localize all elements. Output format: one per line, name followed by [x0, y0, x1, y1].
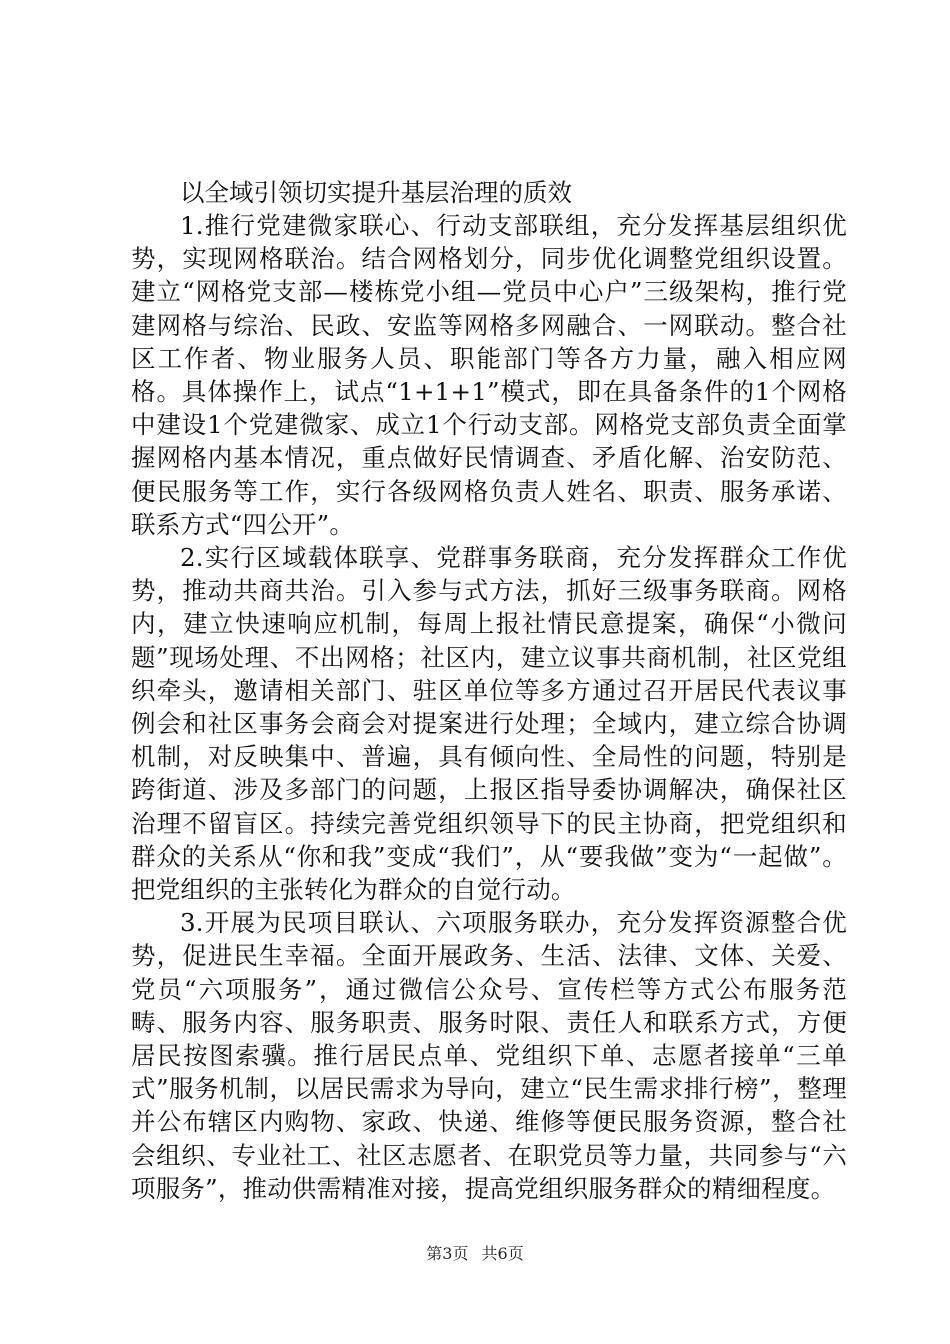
page-footer — [0, 1244, 950, 1264]
page-total: 共6页 — [481, 1244, 524, 1263]
paragraph-3: 3.开展为民项目联认、六项服务联办，充分发挥资源整合优势，促进民生幸福。全面开展政务、生活、法律、文体、关爱、党员“六项服务”，通过微信公众号、宣传栏等方式公布服务范畴、服务内容、服务职责、服务时限、责任人和联系方式，方便居民按图索骥。推行居民点单、党组织下单、志愿者接单“三单式”服务机制，以居民需求为导向，建立“民生需求排行榜”，整理并公布辖区内购物、家政、快递、维修等便民服务资源，整合社会组织、专业社工、社区志愿者、在职党员等力量，共同参与“六项服务”，推动供需精准对接，提高党组织服务群众的精细程度。 — [131, 908, 847, 1203]
page-number: 第3页 — [426, 1244, 469, 1263]
paragraph-2: 2.实行区域载体联享、党群事务联商，充分发挥群众工作优势，推动共商共治。引入参与式方法，抓好三级事务联商。网格内，建立快速响应机制，每周上报社情民意提案，确保“小微问题”现场处理、不出网格；社区内，建立议事共商机制，社区党组织牵头，邀请相关部门、驻区单位等多方通过召开居民代表议事例会和社区事务会商会对提案进行处理；全域内，建立综合协调机制，对反映集中、普遍，具有倾向性、全局性的问题，特别是跨街道、涉及多部门的问题，上报区指导委协调解决，确保社区治理不留盲区。持续完善党组织领导下的民主协商，把党组织和群众的关系从“你和我”变成“我们”，从“要我做”变为“一起做”。把党组织的主张转化为群众的自觉行动。 — [131, 543, 847, 905]
section-title: 以全域引领切实提升基层治理的质效 — [180, 178, 572, 207]
paragraph-1: 1.推行党建微家联心、行动支部联组，充分发挥基层组织优势，实现网格联治。结合网格划分，同步优化调整党组织设置。建立“网格党支部—楼栋党小组—党员中心户”三级架构，推行党建网格与综治、民政、安监等网格多网融合、一网联动。整合社区工作者、物业服务人员、职能部门等各方力量，融入相应网格。具体操作上，试点“1+1+1”模式，即在具备条件的1个网格中建设1个党建微家、成立1个行动支部。网格党支部负责全面掌握网格内基本情况，重点做好民情调查、矛盾化解、治安防范、便民服务等工作，实行各级网格负责人姓名、职责、服务承诺、联系方式“四公开”。 — [131, 211, 847, 539]
document-body — [131, 176, 847, 1205]
